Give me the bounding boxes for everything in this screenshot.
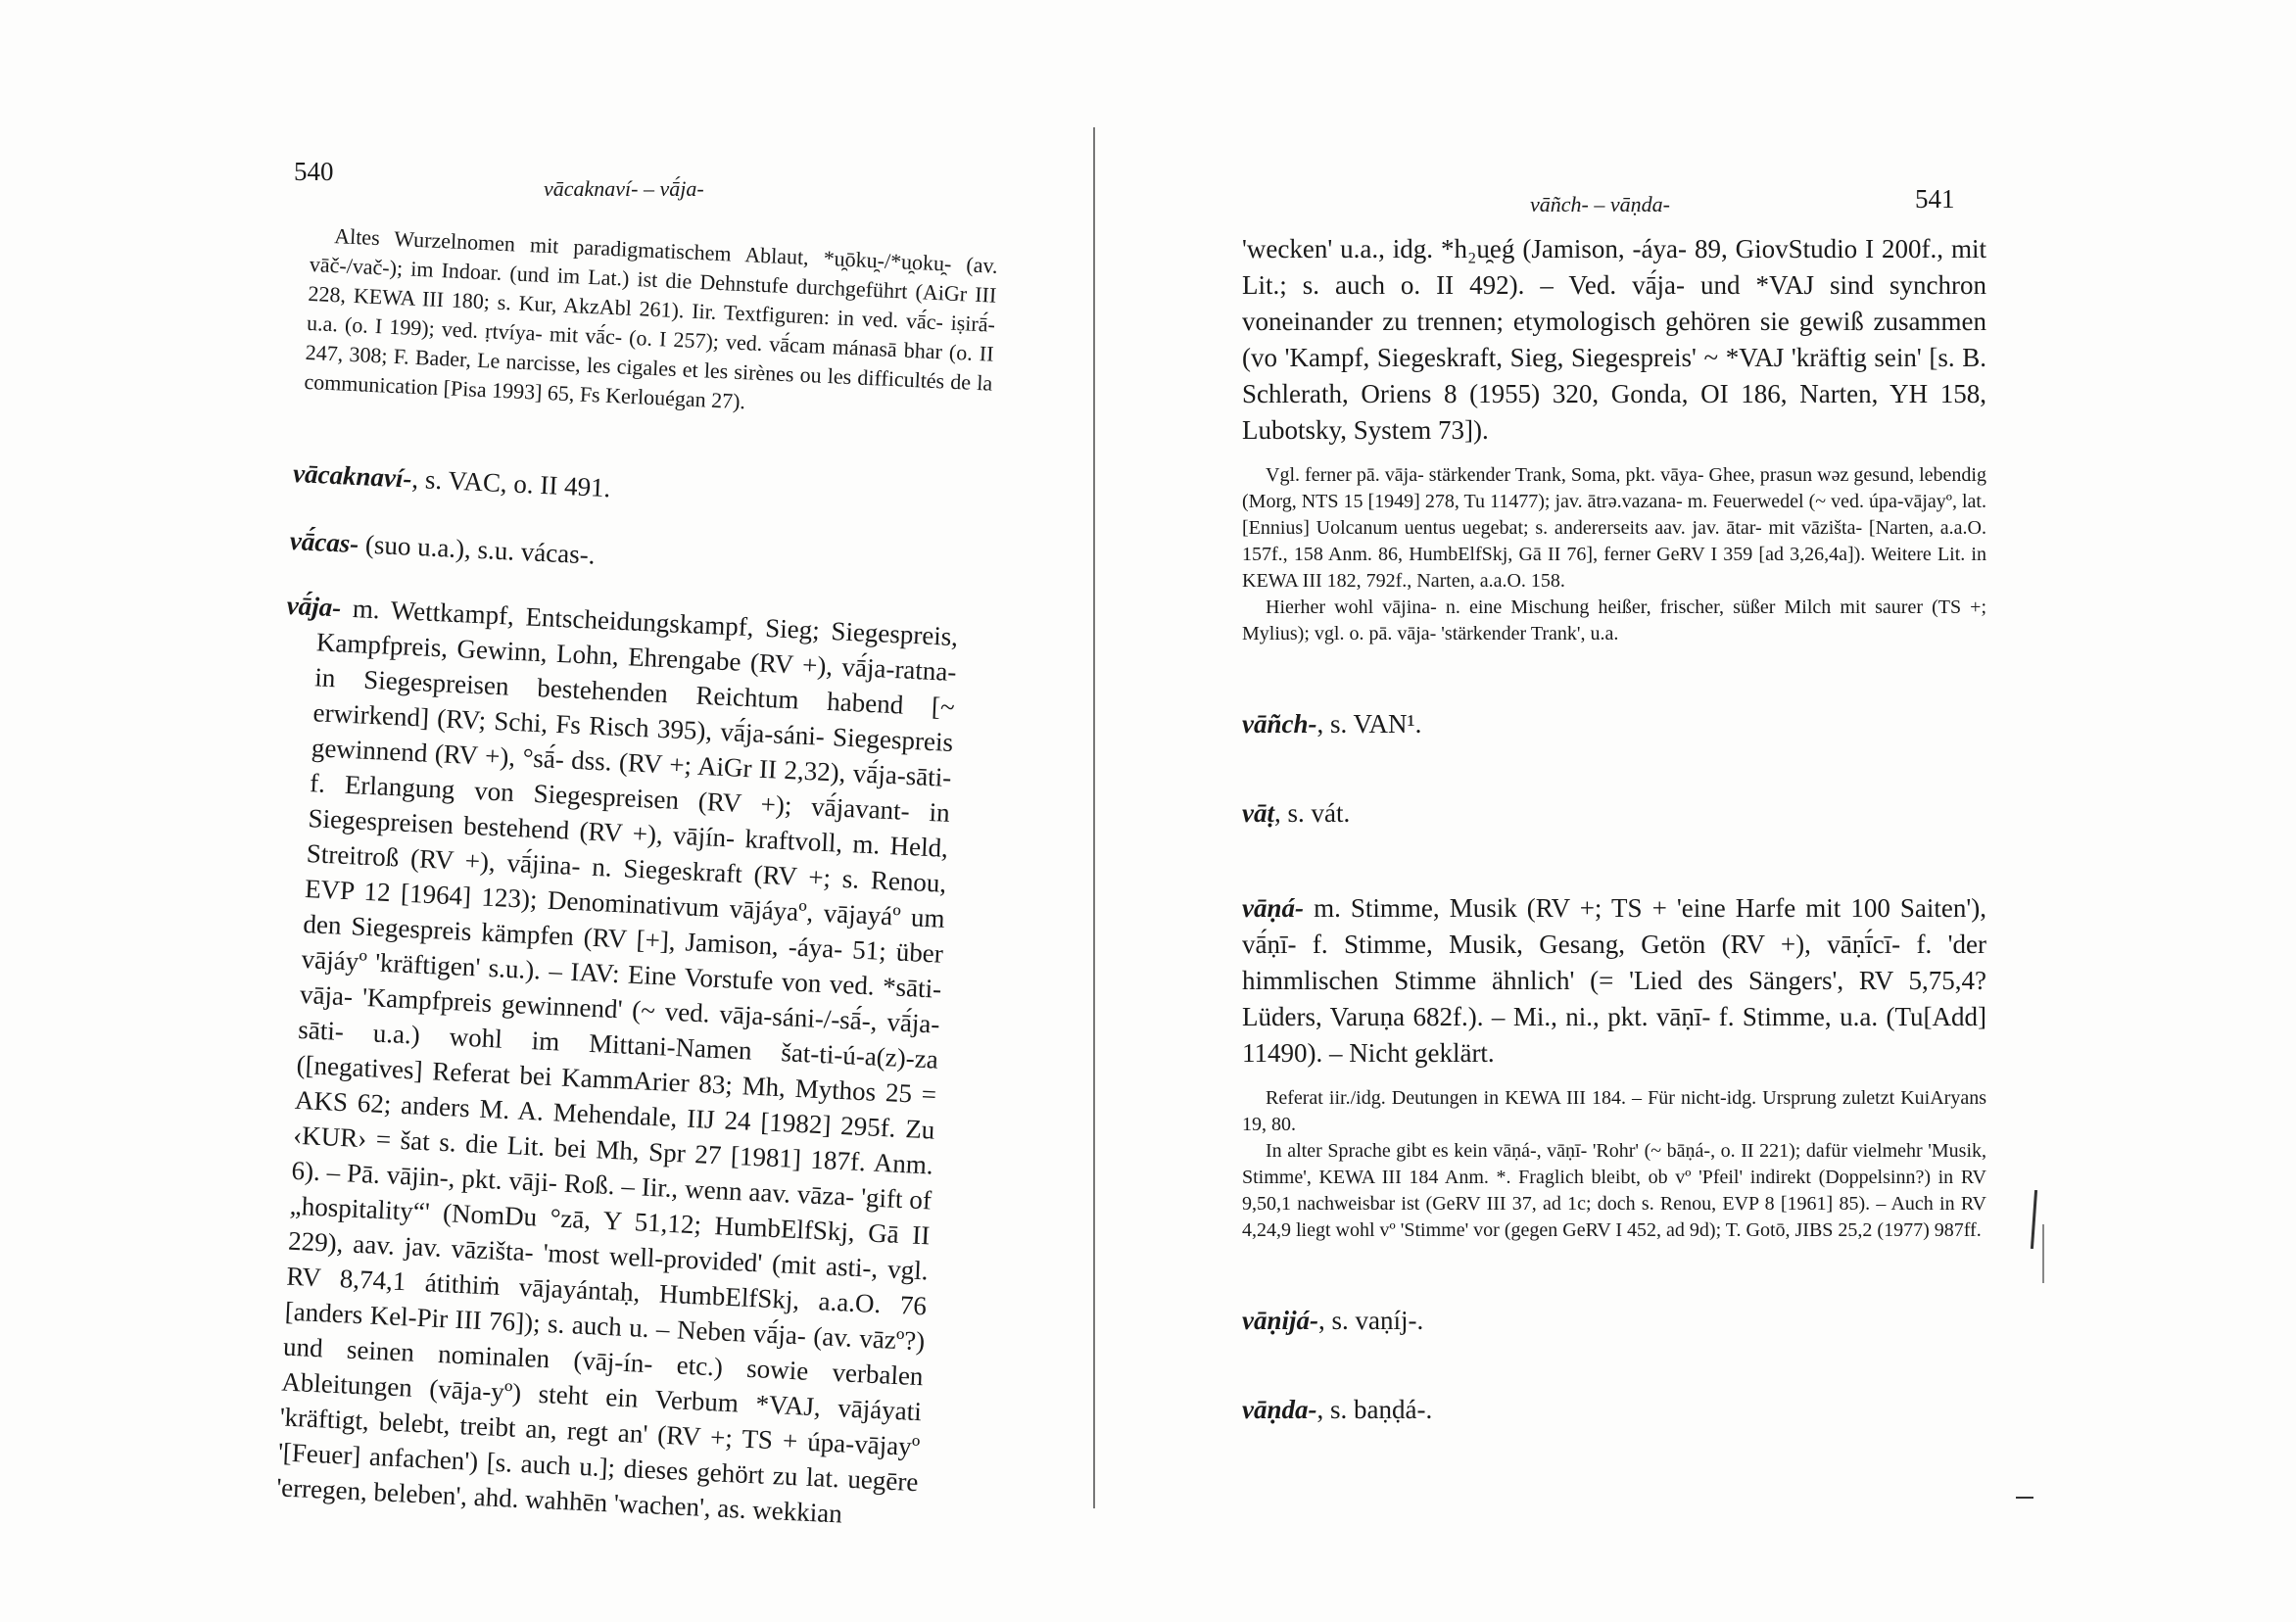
right-note-2: Hierher wohl vājina- n. eine Mischung heißer, frischer, süßer Milch mit saurer (TS +; Mylius); vgl. o. pā. vāja- 'stärkender Trank', u.a.: [1242, 596, 1986, 644]
page-gutter-line: [1093, 127, 1095, 1508]
lemma-vanija: vāṇijá-: [1242, 1306, 1318, 1335]
corner-dash-mark: [2016, 1497, 2033, 1499]
right-running-head: vāñch- – vāṇda-: [1530, 192, 1670, 216]
ref-vat: [1242, 795, 1986, 832]
left-entries: [245, 456, 966, 1535]
right-continuation-paragraph: 'wecken' u.a., idg. *h₂u̯eǵ (Jamison, -áya- 89, GiovStudio I 200f., mit Lit.; s. auch o. II 492). – Ved. vā́ja- und *VAJ sind synchron voneinander zu trennen; etymologisch gehören sie gewiß zusammen (vo 'Kampf, Siegeskraft, Sieg, Siegespreis' ~ *VAJ 'kräftig sein' [s. B. Schlerath, Oriens 8 (1955) 320, Gonda, OI 186, Narten, YH 158, Lubotsky, System 73]).: [1242, 234, 1986, 445]
lemma-vanch: vāñch-: [1242, 709, 1317, 739]
right-page-number: 541: [1915, 184, 1955, 214]
ref-vat-text: , s. vát.: [1274, 798, 1351, 828]
ref-vanch-text: , s. VAN¹.: [1316, 709, 1422, 739]
entry-vana-text: m. Stimme, Musik (RV +; TS + 'eine Harfe mit 100 Saiten'), vā́ṇī- f. Stimme, Musik, Gesang, Getön (RV +), vāṇī́cī- f. 'der himmlischen Stimme ähnlich' (= 'Lied des Sängers', RV 5,75,4? Lüders, Varuṇa 682f.). – Mi., ni., pkt. vāṇī- f. Stimme, u.a. (Tu[Add] 11490). – Nicht geklärt.: [1242, 893, 1986, 1068]
right-note-4: In alter Sprache gibt es kein vāṇá-, vāṇī- 'Rohr' (~ bāṇá-, o. II 221); dafür vielmehr 'Musik, Stimme', KEWA III 184 Anm. *. Fraglich bleibt, ob vº 'Pfeil' indirekt (Doppelsinn?) in RV 9,50,1 nachweisbar ist (GeRV III 37, ad 1c; doch s. Renou, EVP 8 [1961] 85). – Auch in RV 4,24,9 liegt wohl vº 'Stimme' vor (gegen GeRV I 452, ad 9d); T. Gotō, JIBS 25,2 (1977) 987ff.: [1242, 1140, 1986, 1241]
ref-vacaknavi-text: , s. VAC, o. II 491.: [410, 463, 612, 503]
ref-vacas-text: (suo u.a.), s.u. vácas-.: [358, 529, 597, 570]
left-intro-paragraph: Altes Wurzelnomen mit paradigmatischem Ablaut, *u̯ōku̯-/*u̯oku̯- (av. vāč-/vač-); im Indoar. (und im Lat.) ist die Dehnstufe durchgeführt (AiGr III 228, KEWA III 180; s. Kur, AkzAbl 261). Iir. Textfiguren: in ved. vā́c- iṣirā́- u.a. (o. I 199); ved. ṛtvíya- mit vā́c- (o. I 257); ved. vā́cam mánasā bhar (o. II 247, 308; F. Bader, Le narcisse, les cigales et les sirènes ou les difficultés de la communication [Pisa 1993] 65, Fs Kerlouégan 27).: [303, 223, 999, 414]
lemma-vanda: vāṇda-: [1242, 1395, 1317, 1424]
left-running-head: vācaknaví- – vā́ja-: [544, 176, 704, 201]
left-page-number: 540: [294, 157, 334, 186]
ref-vanija: [1242, 1303, 1986, 1339]
right-note-1: Vgl. ferner pā. vāja- stärkender Trank, Soma, pkt. vāya- Ghee, prasun wəz gesund, lebendig (Morg, NTS 15 [1949] 278, Tu 11477); jav. ātrə.vazana- m. Feuerwedel (~ ved. úpa-vājayº, lat. [Ennius] Uolcanum uentus uegebat; s. andererseits aav. jav. ātar- mit vāzišta- [Narten, a.a.O. 157f., 158 Anm. 86, HumbElfSkj, Gā II 76], ferner GeRV I 359 [ad 3,26,4a]). Weitere Lit. in KEWA III 182, 792f., Narten, a.a.O. 158.: [1242, 464, 1986, 592]
entry-vaja: [245, 588, 959, 1535]
ref-vanda: [1242, 1392, 1986, 1428]
ref-vanch: [1242, 706, 1986, 742]
right-note-3: Referat iir./idg. Deutungen in KEWA III 184. – Für nicht-idg. Ursprung zuletzt KuiAryans 19, 80.: [1242, 1087, 1986, 1135]
left-intro-block: [304, 220, 998, 428]
entry-vaja-text: m. Wettkampf, Entscheidungskampf, Sieg; Siegespreis, Kampfpreis, Gewinn, Lohn, Ehrengabe (RV +), vā́ja-ratna- in Siegespreisen bestehenden Reichtum habend [~ erwirkend] (RV; Schi, Fs Risch 395), vā́ja-sáni- Siegespreis gewinnend (RV +), °sā́- dss. (RV +; AiGr II 2,32), vā́ja-sāti- f. Erlangung von Siegespreisen (RV +); vā́javant- in Siegespreisen bestehend (RV +), vājín- kraftvoll, m. Held, Streitroß (RV +), vā́jina- n. Siegeskraft (RV +; s. Renou, EVP 12 [1964] 123); Denominativum vājáyaº, vājayáº um den Siegespreis kämpfen (RV [+], Jamison, -áya- 51; über vājáyº 'kräftigen' s.u.). – IAV: Eine Vorstufe von ved. *sāti-vāja- 'Kampfpreis gewinnend' (~ ved. vāja-sáni-/-sā́-, vā́ja-sāti- u.a.) wohl im Mittani-Namen šat-ti-ú-a(z)-za ([negatives] Referat bei KammArier 83; Mh, Mythos 25 = AKS 62; anders M. A. Mehendale, IIJ 24 [1982] 295f. Zu ‹KUR› = šat s. die Lit. bei Mh, Spr 27 [1981] 187f. Anm. 6). – Pā. vājin-, pkt. vāji- Roß. – Iir., wenn aav. vāza- 'gift of „hospitality“' (NomDu °zā, Y 51,12; HumbElfSkj, Gā II 229), aav. jav. vāzišta- 'most well-provided' (mit asti-, vgl. RV 8,74,1 átithiṁ vājayántaḥ, HumbElfSkj, a.a.O. 76 [anders Kel-Pir III 76]); s. auch u. – Neben vā́ja- (av. vāzº?) und seinen nominalen (vāj-ín- etc.) sowie verbalen Ableitungen (vāja-yº) steht ein Verbum *VAJ, vājáyati 'kräftigt, belebt, treibt an, regt an' (RV +; TS + úpa-vājayº '[Feuer] anfachen') [s. auch u.]; dieses gehört zu lat. uegēre 'erregen, beleben', ahd. wahhēn 'wachen', as. wekkian: [275, 593, 959, 1529]
right-entries: [1242, 231, 1986, 1428]
margin-faint-mark: [2042, 1224, 2044, 1283]
ref-vanda-text: , s. baṇḍá-.: [1316, 1395, 1433, 1424]
ref-vanija-text: , s. vaṇíj-.: [1318, 1306, 1424, 1335]
lemma-vacas: vā́cas-: [289, 525, 360, 559]
lemma-vaja: vā́ja-: [286, 590, 342, 623]
left-page: [0, 0, 1126, 1622]
ref-vacas: [289, 524, 962, 590]
lemma-vana: vāṇá-: [1242, 893, 1304, 923]
lemma-vacaknavi: vācaknaví-: [292, 457, 413, 494]
lemma-vat: vāṭ: [1242, 798, 1274, 828]
entry-vana: [1242, 890, 1986, 1072]
ref-vacaknavi: [292, 456, 965, 522]
